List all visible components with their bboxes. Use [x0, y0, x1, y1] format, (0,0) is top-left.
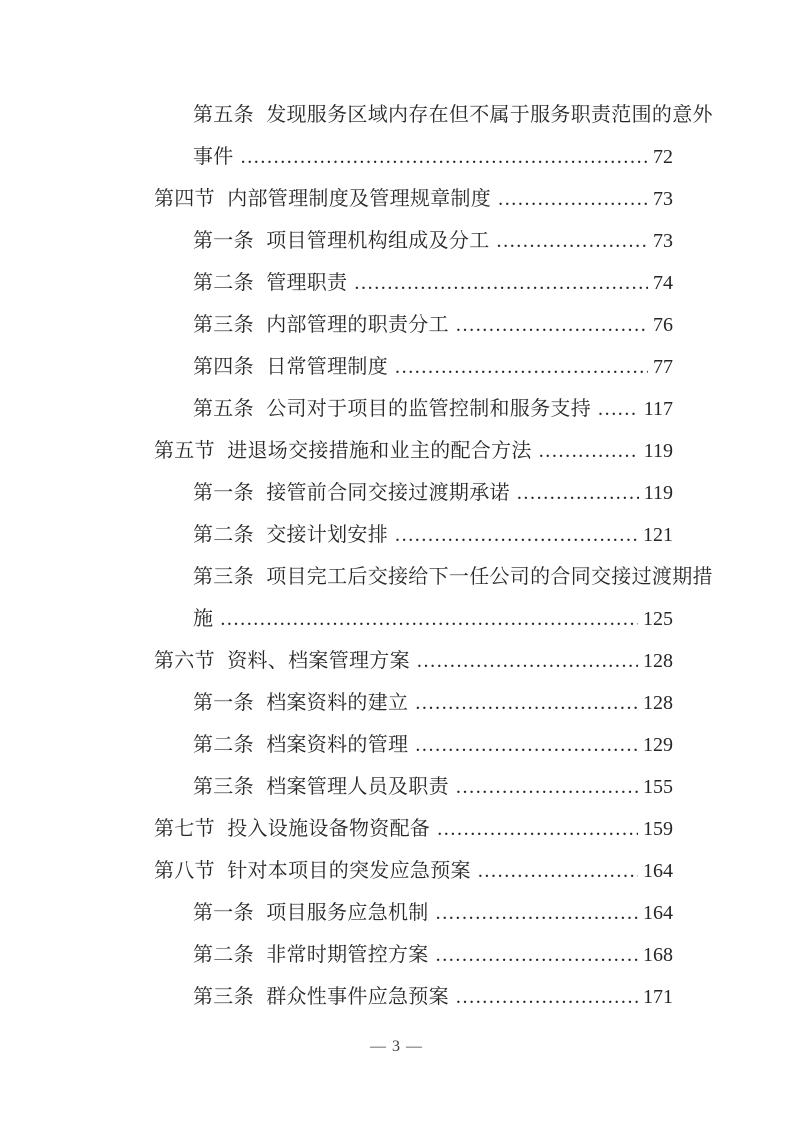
toc-row[interactable] — [154, 724, 673, 766]
toc-row[interactable] — [154, 640, 673, 682]
toc-row[interactable] — [154, 976, 673, 1018]
toc-entry-label: 第二条 管理职责 — [193, 272, 348, 294]
toc-page-number: 125 — [643, 608, 673, 630]
toc-entry-label: 第三条 内部管理的职责分工 — [193, 314, 449, 336]
toc-entry-label: 事件 — [193, 146, 234, 168]
toc-leader-dots — [436, 892, 638, 934]
toc-leader-dots — [220, 598, 638, 640]
toc-page-number: 72 — [653, 146, 673, 168]
toc-row[interactable] — [154, 178, 673, 220]
toc-row[interactable] — [154, 304, 673, 346]
toc-row[interactable] — [154, 346, 673, 388]
toc-leader-dots — [497, 220, 649, 262]
toc-row[interactable] — [154, 136, 673, 178]
toc-entry-label: 第五条 公司对于项目的监管控制和服务支持 — [193, 398, 591, 420]
toc-page-number: 117 — [643, 398, 673, 420]
toc-page-number: 159 — [643, 818, 673, 840]
toc-leader-dots — [395, 514, 638, 556]
toc-page-number: 129 — [643, 734, 673, 756]
toc-entry-label: 第一条 接管前合同交接过渡期承诺 — [193, 482, 510, 504]
toc-leader-dots — [417, 640, 638, 682]
toc-leader-dots — [456, 304, 648, 346]
toc-entry-label: 第二条 档案资料的管理 — [193, 734, 409, 756]
toc-entry-label: 第四条 日常管理制度 — [193, 356, 388, 378]
toc-row[interactable] — [154, 850, 673, 892]
toc-page-number: 73 — [653, 230, 673, 252]
toc-page-number: 155 — [643, 776, 673, 798]
toc-page-number: 171 — [643, 986, 673, 1008]
toc-leader-dots — [456, 976, 638, 1018]
toc-entry-label: 施 — [193, 608, 214, 630]
toc-entry-label: 第六节 资料、档案管理方案 — [154, 650, 410, 672]
toc-entry-label: 第三条 项目完工后交接给下一任公司的合同交接过渡期措 — [193, 566, 713, 588]
toc-entry-label: 第三条 档案管理人员及职责 — [193, 776, 449, 798]
toc-page-number: 168 — [643, 944, 673, 966]
toc-page-number: 73 — [653, 188, 673, 210]
toc-leader-dots — [241, 136, 648, 178]
toc-row[interactable] — [154, 808, 673, 850]
toc-page-number: 164 — [643, 860, 673, 882]
toc-row[interactable] — [154, 934, 673, 976]
toc-leader-dots — [415, 682, 638, 724]
toc-row[interactable] — [154, 94, 713, 136]
toc-page-number: 128 — [643, 650, 673, 672]
toc-row[interactable] — [154, 514, 673, 556]
toc-page-number: 121 — [643, 524, 673, 546]
toc-row[interactable] — [154, 220, 673, 262]
toc-row[interactable] — [154, 682, 673, 724]
toc-leader-dots — [415, 724, 638, 766]
toc-leader-dots — [354, 262, 648, 304]
toc-row[interactable] — [154, 556, 713, 598]
toc-leader-dots — [498, 178, 648, 220]
toc-leader-dots — [598, 388, 639, 430]
toc-entry-label: 第七节 投入设施设备物资配备 — [154, 818, 431, 840]
toc-page-number: 74 — [653, 272, 673, 294]
toc-entry-label: 第八节 针对本项目的突发应急预案 — [154, 860, 471, 882]
toc-row[interactable] — [154, 262, 673, 304]
toc-page-number: 164 — [643, 902, 673, 924]
toc-entry-label: 第三条 群众性事件应急预案 — [193, 986, 449, 1008]
toc-entry-label: 第一条 项目管理机构组成及分工 — [193, 230, 490, 252]
toc-row[interactable] — [154, 598, 673, 640]
toc-leader-dots — [437, 808, 638, 850]
toc-leader-dots — [539, 430, 639, 472]
toc-leader-dots — [478, 850, 638, 892]
toc-page-number: 119 — [643, 482, 673, 504]
toc-row[interactable] — [154, 892, 673, 934]
toc-page-number: 128 — [643, 692, 673, 714]
toc-entry-label: 第五节 进退场交接措施和业主的配合方法 — [154, 440, 532, 462]
toc-page-number: 77 — [653, 356, 673, 378]
toc-entry-label: 第四节 内部管理制度及管理规章制度 — [154, 188, 492, 210]
toc-row[interactable] — [154, 430, 673, 472]
table-of-contents — [154, 94, 713, 1018]
toc-entry-label: 第一条 项目服务应急机制 — [193, 902, 429, 924]
toc-page-number: 76 — [653, 314, 673, 336]
toc-leader-dots — [517, 472, 639, 514]
toc-row[interactable] — [154, 766, 673, 808]
toc-leader-dots — [456, 766, 638, 808]
toc-entry-label: 第一条 档案资料的建立 — [193, 692, 409, 714]
toc-leader-dots — [436, 934, 638, 976]
toc-page-number: 119 — [643, 440, 673, 462]
toc-entry-label: 第五条 发现服务区域内存在但不属于服务职责范围的意外 — [193, 104, 713, 126]
toc-row[interactable] — [154, 388, 673, 430]
toc-row[interactable] — [154, 472, 673, 514]
toc-entry-label: 第二条 交接计划安排 — [193, 524, 388, 546]
page-footer-number: — 3 — — [370, 1038, 423, 1055]
toc-entry-label: 第二条 非常时期管控方案 — [193, 944, 429, 966]
toc-leader-dots — [395, 346, 648, 388]
